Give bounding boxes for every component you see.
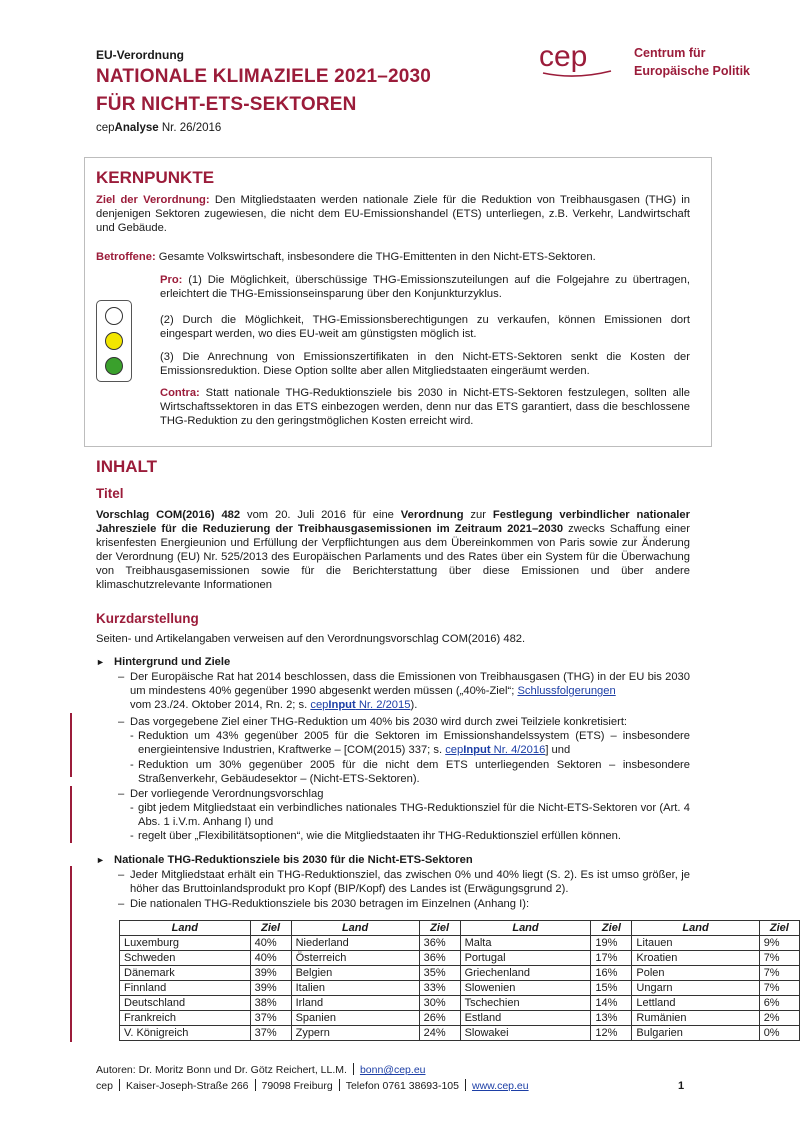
- kernpunkte-pro-1: Pro: (1) Die Möglichkeit, überschüssige THG-Emissionszuteilungen auf die Folgejahre zu übertragen, erleichtert die THG-Emissionseinsparung über den Konjunkturzyklus.: [160, 274, 690, 300]
- country-cell: Dänemark: [120, 966, 251, 981]
- country-cell: Litauen: [632, 936, 759, 951]
- target-cell: 7%: [759, 951, 799, 966]
- kernpunkte-betroffene: Betroffene: Gesamte Volkswirtschaft, insbesondere die THG-Emittenten in den Nicht-ETS-Sektoren.: [96, 251, 596, 263]
- country-cell: Niederland: [291, 936, 419, 951]
- country-cell: Deutschland: [120, 996, 251, 1011]
- country-cell: Bulgarien: [632, 1026, 759, 1041]
- hintergrund-item-2: Das vorgegebene Ziel einer THG-Reduktion um 40% bis 2030 wird durch zwei Teilziele konkretisiert:: [130, 716, 628, 728]
- section-hintergrund-heading: ► Hintergrund und Ziele: [96, 656, 231, 668]
- kurzdarstellung-note: Seiten- und Artikelangaben verweisen auf den Verordnungsvorschlag COM(2016) 482.: [96, 633, 526, 645]
- target-cell: 13%: [591, 1011, 632, 1026]
- email-link[interactable]: bonn@cep.eu: [359, 1064, 426, 1076]
- column-header: Land: [120, 921, 251, 936]
- target-cell: 9%: [759, 936, 799, 951]
- hintergrund-subitem-flex: regelt über „Flexibilitätsoptionen“, wie die Mitgliedstaaten ihr THG-Reduktionsziel erfüllen können.: [138, 830, 621, 842]
- dash-icon: -: [130, 759, 134, 771]
- table-row: [120, 966, 800, 981]
- kernpunkte-contra: Contra: Statt nationale THG-Reduktionsziele bis 2030 in Nicht-ETS-Sektoren festzulegen, sollten alle Wirtschaftssektoren in das ETS einbezogen werden, denn nur das ETS garantiert, dass die beschlossene THG-Reduktion zu den geringstmöglichen Kosten erreicht wird.: [160, 387, 690, 427]
- dash-icon: –: [118, 671, 125, 683]
- reduktionsziele-table: [119, 920, 800, 1041]
- document-title-line1: NATIONALE KLIMAZIELE 2021–2030: [96, 66, 432, 87]
- target-cell: 37%: [250, 1011, 291, 1026]
- separator: [119, 1079, 120, 1091]
- column-header: Ziel: [419, 921, 460, 936]
- country-cell: Kroatien: [632, 951, 759, 966]
- target-cell: 30%: [419, 996, 460, 1011]
- country-cell: Österreich: [291, 951, 419, 966]
- target-cell: 12%: [591, 1026, 632, 1041]
- kernpunkte-heading: KERNPUNKTE: [96, 168, 215, 187]
- column-header: Ziel: [591, 921, 632, 936]
- table-row: [120, 996, 800, 1011]
- analyse-number: cepAnalyse Nr. 26/2016: [96, 122, 222, 134]
- section-reduktionsziele-heading: ► Nationale THG-Reduktionsziele bis 2030 für die Nicht-ETS-Sektoren: [96, 854, 473, 866]
- kernpunkte-pro-3: (3) Die Anrechnung von Emissionszertifikaten in den Nicht-ETS-Sektoren senkt die Kosten der Emissionsreduktion. Diese Option sollte aber allen Mitgliedstaaten eingeräumt werden.: [160, 351, 690, 377]
- dash-icon: -: [130, 830, 134, 842]
- country-cell: Italien: [291, 981, 419, 996]
- country-cell: Tschechien: [460, 996, 591, 1011]
- table-row: [120, 981, 800, 996]
- country-cell: Griechenland: [460, 966, 591, 981]
- inhalt-heading: INHALT: [96, 457, 158, 476]
- separator: [339, 1079, 340, 1091]
- change-marker-bar: [70, 786, 72, 843]
- target-cell: 16%: [591, 966, 632, 981]
- country-cell: Polen: [632, 966, 759, 981]
- column-header: Land: [632, 921, 759, 936]
- table-row: [120, 1011, 800, 1026]
- column-header: Land: [291, 921, 419, 936]
- country-cell: Finnland: [120, 981, 251, 996]
- page-number: 1: [678, 1080, 685, 1092]
- titel-paragraph: Vorschlag COM(2016) 482 vom 20. Juli 2016 für eine Verordnung zur Festlegung verbindlicher nationaler Jahresziele für die Reduzierung der Treibhausgasemissionen im Zeitraum 2021–2030 zwecks Schaffung einer krisenfesten Energieunion und Erfüllung der Verpflichtungen aus dem Übereinkommen von Paris sowie zur Änderung der Verordnung (EU) Nr. 525/2013 des Europäischen Parlaments und des Rates über ein System für die Überwachung von Treibhausgasemissionen sowie für die Berichterstattung über diese Emissionen und über andere klimaschutzrelevante Informationen: [96, 509, 691, 591]
- dash-icon: -: [130, 730, 134, 742]
- target-cell: 17%: [591, 951, 632, 966]
- cep-logo-text: cep: [539, 40, 588, 73]
- target-cell: 15%: [591, 981, 632, 996]
- dash-icon: –: [118, 716, 125, 728]
- titel-heading: Titel: [96, 486, 124, 501]
- target-cell: 39%: [250, 981, 291, 996]
- kernpunkte-ziel: Ziel der Verordnung: Den Mitgliedstaaten werden nationale Ziele für die Reduktion von Treibhausgasen (THG) in denjenigen Sektoren zugewiesen, die nicht dem EU-Emissionshandel (ETS) unterliegen, z.B. Verkehr, Landwirtschaft und Gebäude.: [96, 194, 690, 234]
- country-cell: Ungarn: [632, 981, 759, 996]
- target-cell: 14%: [591, 996, 632, 1011]
- country-cell: Luxemburg: [120, 936, 251, 951]
- organisation-name: Centrum für Europäische Politik: [634, 46, 751, 78]
- column-header: Land: [460, 921, 591, 936]
- reduktionsziele-item-1: Jeder Mitgliedstaat erhält ein THG-Reduktionsziel, das zwischen 0% und 40% liegt (S. 2). Es ist umso größer, je höher das Bruttoinlandsprodukt pro Kopf (BIP/Kopf) des Landes ist (Erwägungsgrund 2).: [130, 869, 690, 895]
- target-cell: 40%: [250, 936, 291, 951]
- country-cell: Irland: [291, 996, 419, 1011]
- country-cell: Zypern: [291, 1026, 419, 1041]
- change-marker-bar: [70, 866, 72, 1042]
- website-link[interactable]: www.cep.eu: [471, 1080, 529, 1092]
- target-cell: 19%: [591, 936, 632, 951]
- traffic-light-icon: [96, 300, 132, 382]
- country-cell: Malta: [460, 936, 591, 951]
- document-kicker: EU-Verordnung: [96, 48, 185, 62]
- target-cell: 6%: [759, 996, 799, 1011]
- separator: [353, 1063, 354, 1075]
- document-title-line2: FÜR NICHT-ETS-SEKTOREN: [96, 94, 357, 115]
- reduktionsziele-item-2: Die nationalen THG-Reduktionsziele bis 2030 betragen im Einzelnen (Anhang I):: [130, 898, 530, 910]
- country-cell: Slowenien: [460, 981, 591, 996]
- bullet-arrow-icon: ►: [96, 855, 105, 865]
- target-cell: 33%: [419, 981, 460, 996]
- schlussfolgerungen-link[interactable]: Schlussfolgerungen: [517, 685, 616, 697]
- target-cell: 7%: [759, 981, 799, 996]
- cepinput-2-2015-link[interactable]: cepInput Nr. 2/2015: [310, 699, 411, 711]
- table-header-row: [120, 921, 800, 936]
- country-cell: Lettland: [632, 996, 759, 1011]
- target-cell: 0%: [759, 1026, 799, 1041]
- target-cell: 36%: [419, 936, 460, 951]
- bullet-arrow-icon: ►: [96, 657, 105, 667]
- kernpunkte-pro-2: (2) Durch die Möglichkeit, THG-Emissionsberechtigungen zu verkaufen, können Emissionen dort eingespart werden, wo dies EU-weit am günstigsten möglich ist.: [160, 314, 690, 340]
- traffic-light-yellow: [105, 332, 123, 350]
- country-cell: Rumänien: [632, 1011, 759, 1026]
- table-row: [120, 936, 800, 951]
- country-cell: Schweden: [120, 951, 251, 966]
- cep-logo: [535, 40, 625, 80]
- hintergrund-subitem-nicht-ets: Reduktion um 30% gegenüber 2005 für die nicht dem ETS unterliegenden Sektoren – insbesondere Straßenverkehr, Gebäudesektor – (Nicht-ETS-Sektoren).: [138, 759, 690, 785]
- table-row: [120, 1026, 800, 1041]
- separator: [465, 1079, 466, 1091]
- target-cell: 26%: [419, 1011, 460, 1026]
- country-cell: Belgien: [291, 966, 419, 981]
- dash-icon: –: [118, 898, 125, 910]
- country-cell: Estland: [460, 1011, 591, 1026]
- country-cell: Portugal: [460, 951, 591, 966]
- target-cell: 39%: [250, 966, 291, 981]
- country-cell: Spanien: [291, 1011, 419, 1026]
- hintergrund-item-1: Der Europäische Rat hat 2014 beschlossen, dass die Emissionen von Treibhausgasen (THG) in der EU bis 2030 um mindestens 40% gegenüber 1990 abgesenkt werden müssen („40%-Ziel“; Schlussfolgerungen vom 23./24. Oktober 2014, Rn. 2; s. cepInput Nr. 2/2015).: [130, 671, 690, 711]
- target-cell: 37%: [250, 1026, 291, 1041]
- table-row: [120, 951, 800, 966]
- hintergrund-subitem-ziel: gibt jedem Mitgliedstaat ein verbindliches nationales THG-Reduktionsziel für die Nicht-ETS-Sektoren vor (Art. 4 Abs. 1 i.V.m. Anhang I) und: [138, 802, 690, 828]
- column-header: Ziel: [250, 921, 291, 936]
- target-cell: 35%: [419, 966, 460, 981]
- country-cell: V. Königreich: [120, 1026, 251, 1041]
- dash-icon: –: [118, 788, 125, 800]
- country-cell: Slowakei: [460, 1026, 591, 1041]
- dash-icon: –: [118, 869, 125, 881]
- target-cell: 36%: [419, 951, 460, 966]
- target-cell: 40%: [250, 951, 291, 966]
- hintergrund-subitem-ets: Reduktion um 43% gegenüber 2005 für die Sektoren im Emissionshandelssystem (ETS) – insbesondere energieintensive Industrien, Kraftwerke – [COM(2015) 337; s. cepInput Nr. 4/2016] und: [138, 730, 690, 756]
- footer-address: cep Kaiser-Joseph-Straße 266 79098 Freiburg Telefon 0761 38693-105 www.cep.eu: [96, 1080, 529, 1092]
- column-header: Ziel: [759, 921, 799, 936]
- change-marker-bar: [70, 713, 72, 777]
- target-cell: 2%: [759, 1011, 799, 1026]
- cepinput-4-2016-link[interactable]: cepInput Nr. 4/2016: [445, 744, 546, 756]
- dash-icon: -: [130, 802, 134, 814]
- traffic-light-green: [105, 357, 123, 375]
- separator: [255, 1079, 256, 1091]
- target-cell: 38%: [250, 996, 291, 1011]
- target-cell: 7%: [759, 966, 799, 981]
- target-cell: 24%: [419, 1026, 460, 1041]
- footer-authors: Autoren: Dr. Moritz Bonn und Dr. Götz Reichert, LL.M. bonn@cep.eu: [96, 1064, 426, 1076]
- kurzdarstellung-heading: Kurzdarstellung: [96, 611, 199, 626]
- traffic-light-white: [105, 307, 123, 325]
- hintergrund-item-3: Der vorliegende Verordnungsvorschlag: [130, 788, 324, 800]
- country-cell: Frankreich: [120, 1011, 251, 1026]
